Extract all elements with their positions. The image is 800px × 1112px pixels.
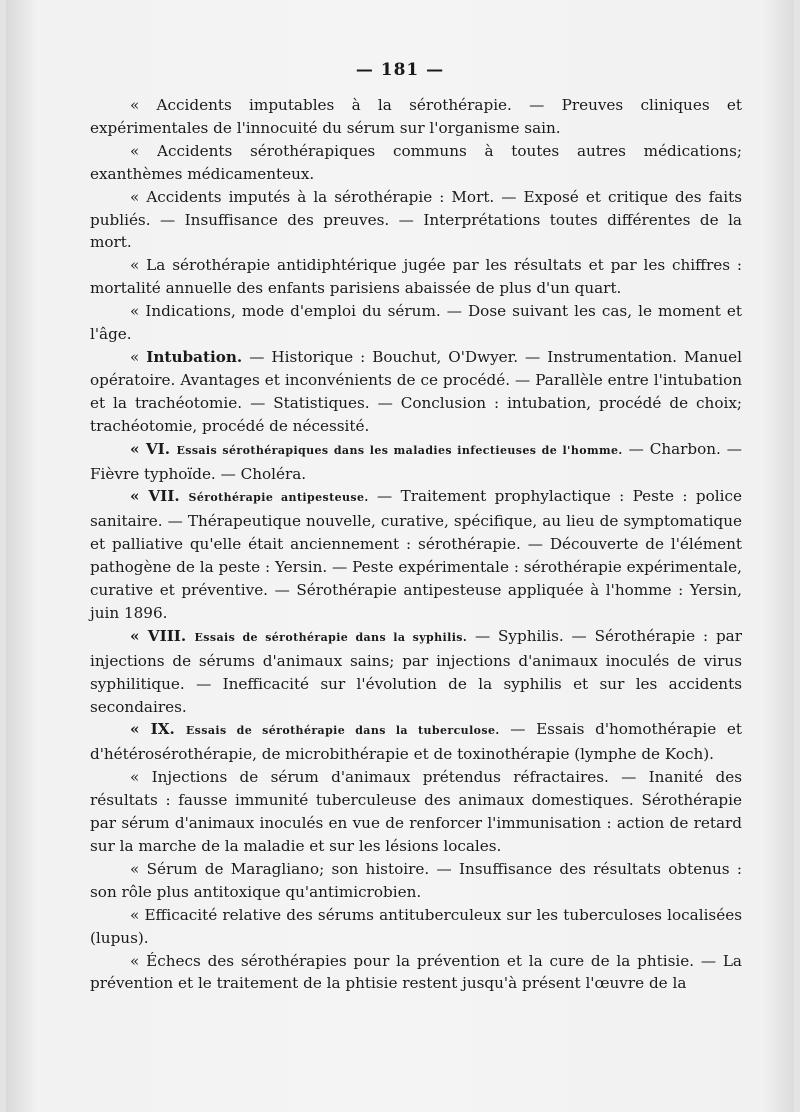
section-number: « VIII.: [130, 626, 195, 645]
section-vi: [90, 438, 742, 486]
paragraph-accidents-serotherapiques: [90, 140, 742, 186]
paragraph-text: « Accidents imputables à la sérothérapie. — Preuves cliniques et expérimentales de l'innocuité du sérum sur l'organisme sain.: [90, 96, 742, 137]
section-heading: Sérothérapie antipesteuse.: [188, 491, 369, 505]
paragraph-lead: «: [130, 347, 147, 366]
section-heading: Essais sérothérapiques dans les maladies infectieuses de l'homme.: [176, 443, 623, 457]
paragraph-accidents-imputes-mort: [90, 186, 742, 255]
paragraph-text: — Traitement prophylactique : Peste : police sanitaire. — Thérapeutique nouvelle, curative, spécifique, au lieu de symptomatique et palliative qu'elle était anciennement : sérothérapie. — Découverte de l'élément pathogène de la peste : Yersin. — Peste expérimentale : sérothérapie expérimentale, curative et préventive. — Sérothérapie antipesteuse appliquée à l'homme : Yersin, juin 1896.: [90, 487, 742, 622]
paragraph-text: « Efficacité relative des sérums antituberculeux sur les tuberculoses localisées (lupus).: [90, 905, 742, 947]
paragraph-intubation: [90, 346, 742, 438]
paragraph-indications: [90, 300, 742, 346]
paragraph-text: — Essais d'homothérapie et d'hétérosérothérapie, de microbithérapie et de toxinothérapie (lymphe de Koch).: [90, 720, 742, 764]
section-number: « VII.: [130, 487, 189, 506]
section-number: « VI.: [130, 439, 177, 458]
page-body: [90, 94, 742, 995]
section-vii: [90, 485, 742, 624]
paragraph-accidents-imputables: [90, 94, 742, 140]
paragraph-text: — Historique : Bouchut, O'Dwyer. — Instrumentation. Manuel opératoire. Avantages et inconvénients de ce procédé. — Parallèle entre l'intubation et la trachéotomie. — Statistiques. — Conclusion : intubation, procédé de choix; trachéotomie, procédé de nécessité.: [90, 347, 742, 435]
paragraph-serum-maragliano: [90, 858, 742, 904]
section-heading: Essais de sérothérapie dans la syphilis.: [194, 630, 468, 644]
paragraph-echecs: [90, 950, 742, 996]
section-viii: [90, 625, 742, 719]
paragraph-efficacite-relative: [90, 904, 742, 950]
paragraph-text: — Charbon. — Fièvre typhoïde. — Choléra.: [90, 439, 742, 483]
paragraph-text: « Accidents imputés à la sérothérapie : Mort. — Exposé et critique des faits publiés. — Insuffisance des preuves. — Interprétations toutes différentes de la mort.: [90, 187, 742, 252]
paragraph-text: « Accidents sérothérapiques communs à toutes autres médications; exanthèmes médicamenteux.: [90, 141, 742, 183]
section-heading: Essais de sérothérapie dans la tuberculose.: [185, 724, 500, 738]
paragraph-injections-serum: [90, 766, 742, 858]
paragraph-text: « Échecs des sérothérapies pour la prévention et la cure de la phtisie. — La prévention et le traitement de la phtisie restent jusqu'à présent l'œuvre de la: [90, 951, 742, 993]
section-ix: [90, 718, 742, 766]
section-number: « IX.: [130, 720, 186, 739]
paragraph-text: — Syphilis. — Sérothérapie : par injections de sérums d'animaux sains; par injections d'animaux inoculés de virus syphilitique. — Inefficacité sur l'évolution de la syphilis et sur les accidents secondaires.: [90, 626, 743, 716]
paragraph-text: « Indications, mode d'emploi du sérum. — Dose suivant les cas, le moment et l'âge.: [90, 302, 742, 344]
paragraph-serotherapie-antidiphterique: [90, 254, 742, 300]
page-number: — 181 —: [355, 60, 445, 80]
intubation-heading: Intubation.: [146, 347, 243, 366]
paragraph-text: « Sérum de Maragliano; son histoire. — Insuffisance des résultats obtenus : son rôle plus antitoxique qu'antimicrobien.: [90, 859, 742, 901]
paragraph-text: « Injections de sérum d'animaux prétendus réfractaires. — Inanité des résultats : fausse immunité tuberculeuse des animaux domestiques. Sérothérapie par sérum d'animaux inoculés en vue de renforcer l'immunisation : action de retard sur la marche de la maladie et sur les lésions locales.: [90, 768, 742, 855]
paragraph-text: « La sérothérapie antidiphtérique jugée par les résultats et par les chiffres : mortalité annuelle des enfants parisiens abaissée de plus d'un quart.: [90, 256, 742, 298]
